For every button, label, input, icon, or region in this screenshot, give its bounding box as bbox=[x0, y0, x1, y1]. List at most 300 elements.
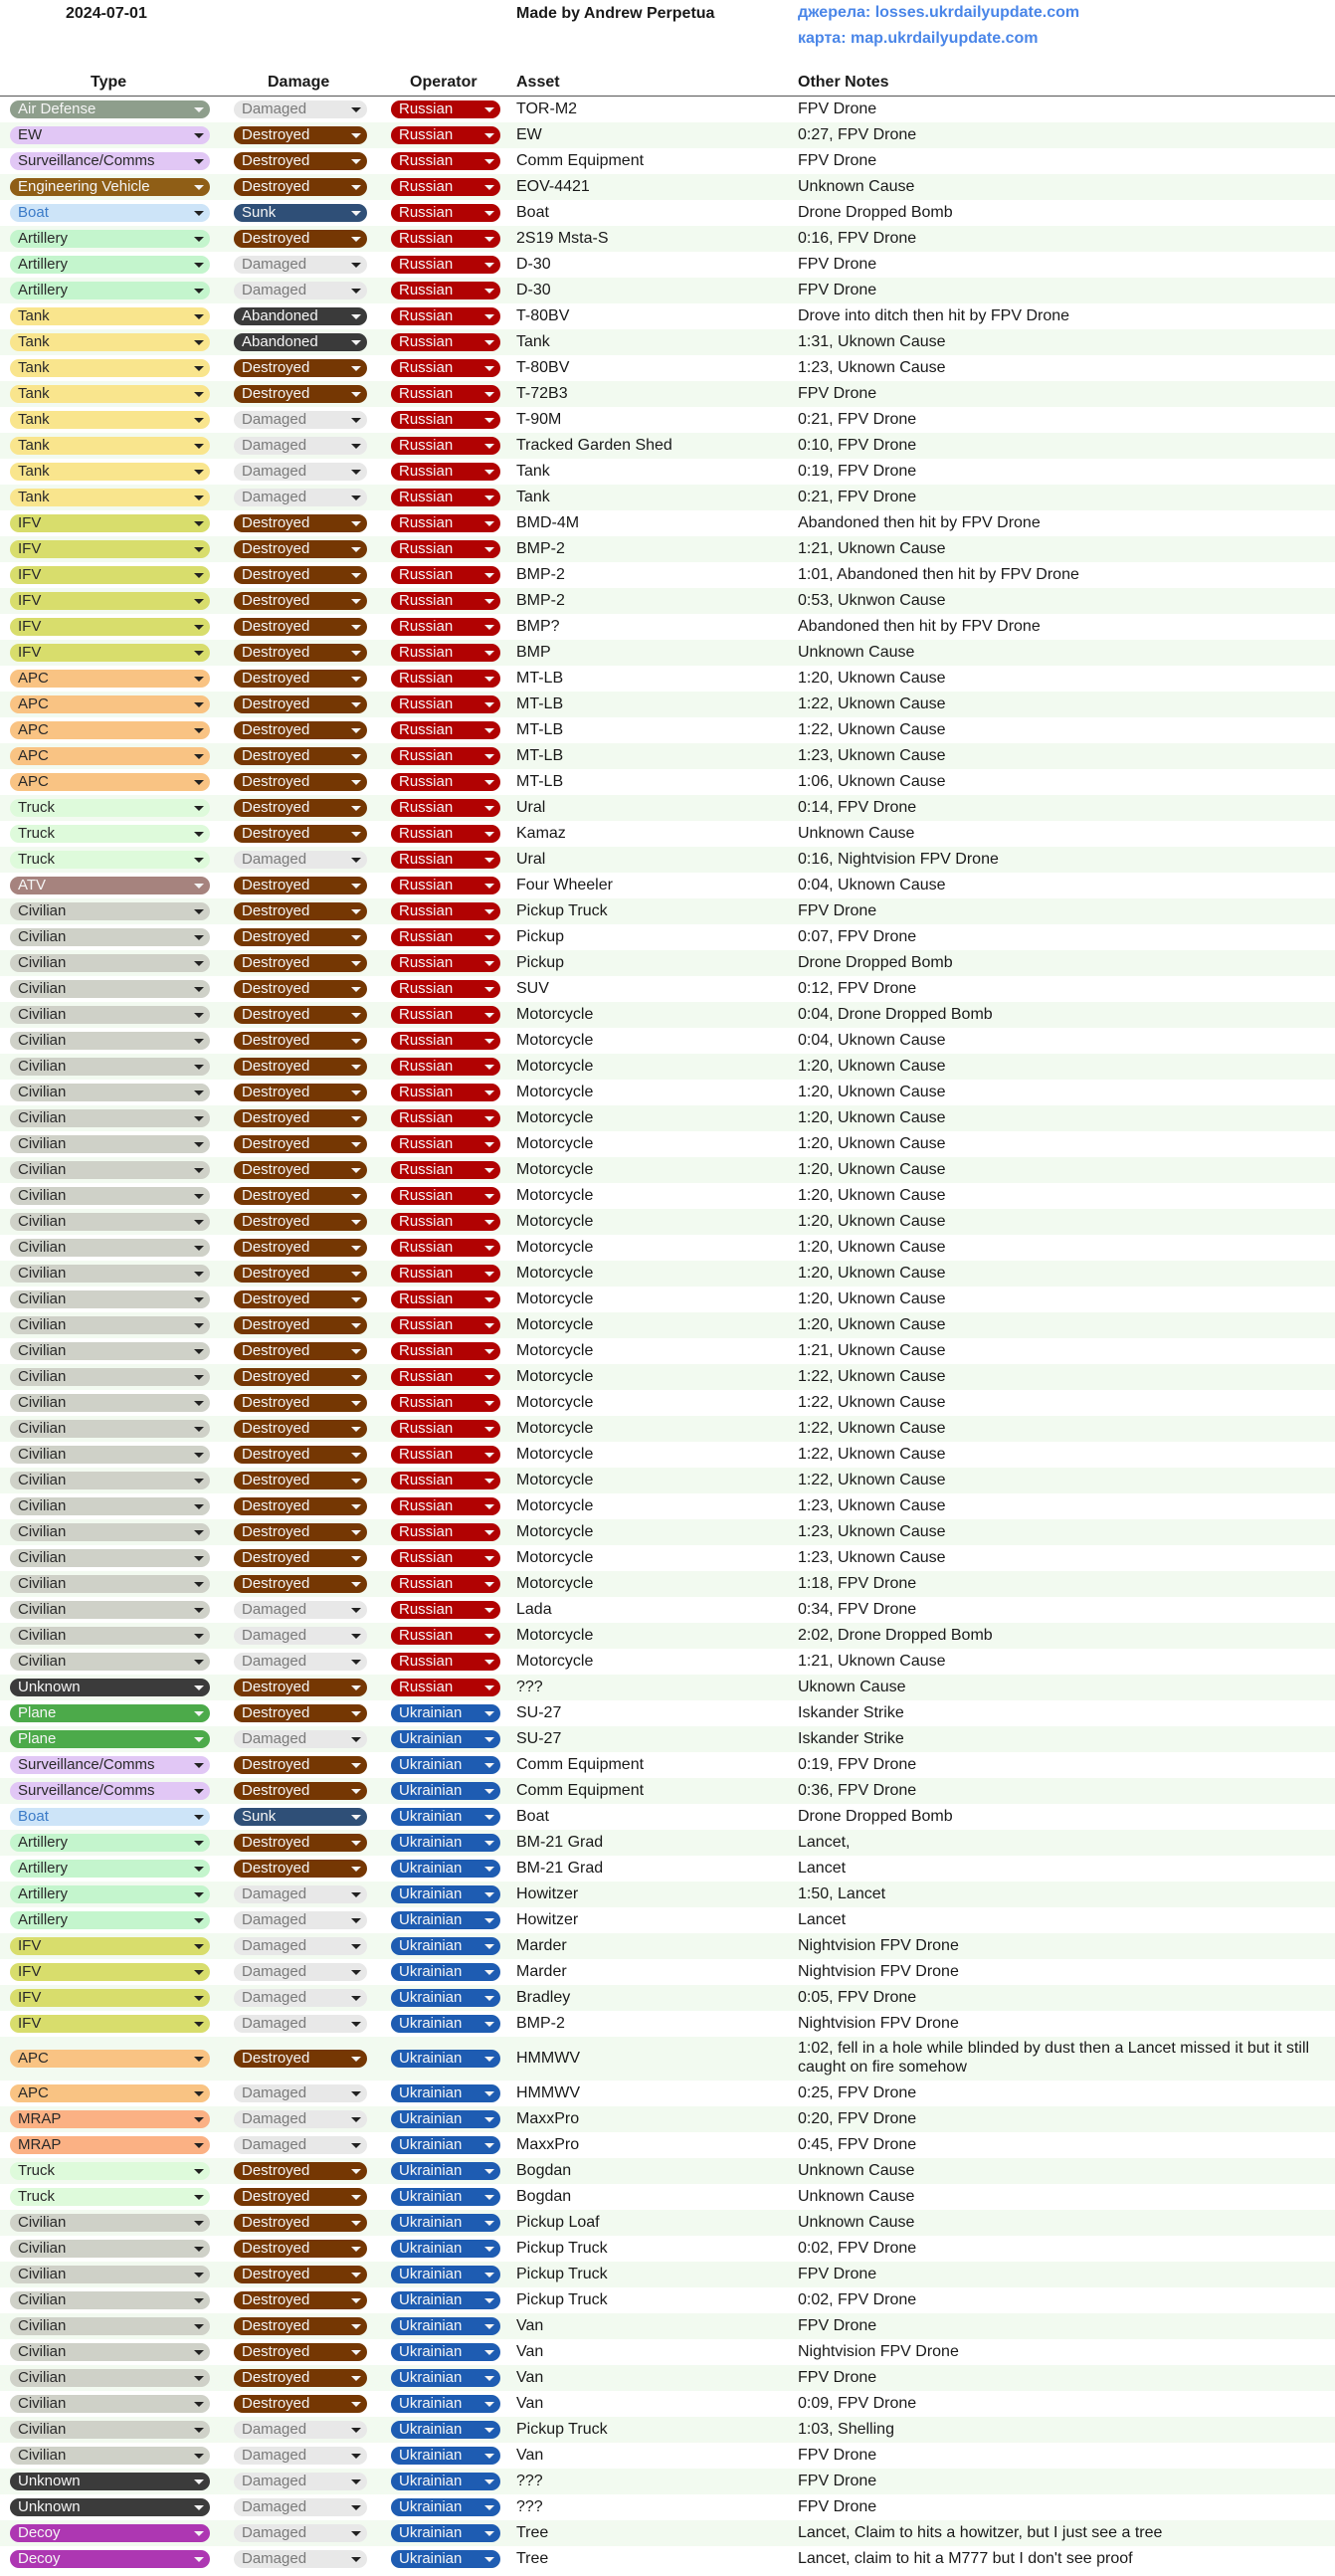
type-dropdown[interactable] bbox=[10, 1368, 210, 1386]
asset-cell[interactable]: Motorcycle bbox=[516, 1058, 594, 1075]
asset-cell[interactable]: Tank bbox=[516, 463, 550, 480]
asset-cell[interactable]: Motorcycle bbox=[516, 1239, 594, 1256]
notes-cell[interactable]: FPV Drone bbox=[798, 2266, 877, 2282]
notes-cell[interactable]: Unknown Cause bbox=[798, 825, 915, 842]
type-dropdown[interactable] bbox=[10, 1290, 210, 1308]
operator-dropdown[interactable] bbox=[391, 1627, 500, 1645]
notes-cell[interactable]: 1:20, Uknown Cause bbox=[798, 1058, 946, 1075]
notes-cell[interactable]: 0:16, FPV Drone bbox=[798, 230, 917, 247]
damage-dropdown[interactable] bbox=[234, 2084, 367, 2102]
type-dropdown[interactable] bbox=[10, 1265, 210, 1283]
damage-dropdown[interactable] bbox=[234, 721, 367, 739]
type-dropdown[interactable] bbox=[10, 1523, 210, 1541]
type-dropdown[interactable] bbox=[10, 1213, 210, 1231]
notes-cell[interactable]: 1:20, Uknown Cause bbox=[798, 1135, 946, 1152]
operator-dropdown[interactable] bbox=[391, 1420, 500, 1438]
type-dropdown[interactable] bbox=[10, 1109, 210, 1127]
notes-cell[interactable]: 0:19, FPV Drone bbox=[798, 463, 917, 480]
damage-dropdown[interactable] bbox=[234, 540, 367, 558]
type-dropdown[interactable] bbox=[10, 230, 210, 248]
operator-dropdown[interactable] bbox=[391, 1316, 500, 1334]
asset-cell[interactable]: Lada bbox=[516, 1601, 552, 1618]
damage-dropdown[interactable] bbox=[234, 1730, 367, 1748]
operator-dropdown[interactable] bbox=[391, 514, 500, 532]
damage-dropdown[interactable] bbox=[234, 566, 367, 584]
notes-cell[interactable]: 1:31, Uknown Cause bbox=[798, 333, 946, 350]
damage-dropdown[interactable] bbox=[234, 2015, 367, 2033]
notes-cell[interactable]: 0:04, Drone Dropped Bomb bbox=[798, 1006, 993, 1023]
damage-dropdown[interactable] bbox=[234, 1109, 367, 1127]
damage-dropdown[interactable] bbox=[234, 1394, 367, 1412]
damage-dropdown[interactable] bbox=[234, 2343, 367, 2361]
type-dropdown[interactable] bbox=[10, 540, 210, 558]
asset-cell[interactable]: TOR-M2 bbox=[516, 100, 578, 117]
notes-cell[interactable]: 0:09, FPV Drone bbox=[798, 2395, 917, 2412]
notes-cell[interactable]: Nightvision FPV Drone bbox=[798, 1937, 959, 1954]
operator-dropdown[interactable] bbox=[391, 2015, 500, 2033]
operator-dropdown[interactable] bbox=[391, 489, 500, 506]
map-link[interactable]: карта: map.ukrdailyupdate.com bbox=[798, 30, 1039, 47]
damage-dropdown[interactable] bbox=[234, 2395, 367, 2413]
operator-dropdown[interactable] bbox=[391, 2084, 500, 2102]
operator-dropdown[interactable] bbox=[391, 2395, 500, 2413]
operator-dropdown[interactable] bbox=[391, 1472, 500, 1489]
damage-dropdown[interactable] bbox=[234, 1316, 367, 1334]
operator-dropdown[interactable] bbox=[391, 2110, 500, 2128]
operator-dropdown[interactable] bbox=[391, 385, 500, 403]
asset-cell[interactable]: Comm Equipment bbox=[516, 152, 645, 169]
damage-dropdown[interactable] bbox=[234, 463, 367, 481]
notes-cell[interactable]: Lancet bbox=[798, 1911, 847, 1928]
type-dropdown[interactable] bbox=[10, 1834, 210, 1852]
damage-dropdown[interactable] bbox=[234, 385, 367, 403]
asset-cell[interactable]: MT-LB bbox=[516, 747, 564, 764]
notes-cell[interactable]: 1:21, Uknown Cause bbox=[798, 540, 946, 557]
operator-dropdown[interactable] bbox=[391, 1679, 500, 1696]
operator-dropdown[interactable] bbox=[391, 773, 500, 791]
asset-cell[interactable]: Motorcycle bbox=[516, 1109, 594, 1126]
operator-dropdown[interactable] bbox=[391, 618, 500, 636]
operator-dropdown[interactable] bbox=[391, 1911, 500, 1929]
notes-cell[interactable]: 1:20, Uknown Cause bbox=[798, 1161, 946, 1178]
type-dropdown[interactable] bbox=[10, 618, 210, 636]
operator-dropdown[interactable] bbox=[391, 1808, 500, 1826]
type-dropdown[interactable] bbox=[10, 2188, 210, 2206]
damage-dropdown[interactable] bbox=[234, 1575, 367, 1593]
type-dropdown[interactable] bbox=[10, 2162, 210, 2180]
asset-cell[interactable]: T-80BV bbox=[516, 359, 570, 376]
operator-dropdown[interactable] bbox=[391, 592, 500, 610]
notes-cell[interactable]: 1:23, Uknown Cause bbox=[798, 1497, 946, 1514]
damage-dropdown[interactable] bbox=[234, 851, 367, 869]
operator-dropdown[interactable] bbox=[391, 1239, 500, 1257]
damage-dropdown[interactable] bbox=[234, 256, 367, 274]
notes-cell[interactable]: Drone Dropped Bomb bbox=[798, 1808, 953, 1825]
type-dropdown[interactable] bbox=[10, 204, 210, 222]
asset-cell[interactable]: SU-27 bbox=[516, 1704, 562, 1721]
notes-cell[interactable]: 0:02, FPV Drone bbox=[798, 2240, 917, 2257]
notes-cell[interactable]: 1:50, Lancet bbox=[798, 1885, 886, 1902]
operator-dropdown[interactable] bbox=[391, 2550, 500, 2568]
operator-dropdown[interactable] bbox=[391, 126, 500, 144]
operator-dropdown[interactable] bbox=[391, 2050, 500, 2068]
asset-cell[interactable]: MT-LB bbox=[516, 695, 564, 712]
type-dropdown[interactable] bbox=[10, 411, 210, 429]
asset-cell[interactable]: Motorcycle bbox=[516, 1342, 594, 1359]
asset-cell[interactable]: Motorcycle bbox=[516, 1213, 594, 1230]
asset-cell[interactable]: Pickup Truck bbox=[516, 2266, 608, 2282]
damage-dropdown[interactable] bbox=[234, 1756, 367, 1774]
asset-cell[interactable]: Motorcycle bbox=[516, 1135, 594, 1152]
operator-dropdown[interactable] bbox=[391, 1523, 500, 1541]
type-dropdown[interactable] bbox=[10, 1316, 210, 1334]
notes-cell[interactable]: 1:21, Uknown Cause bbox=[798, 1342, 946, 1359]
asset-cell[interactable]: EW bbox=[516, 126, 542, 143]
operator-dropdown[interactable] bbox=[391, 747, 500, 765]
type-dropdown[interactable] bbox=[10, 1756, 210, 1774]
asset-cell[interactable]: Van bbox=[516, 2369, 544, 2386]
damage-dropdown[interactable] bbox=[234, 825, 367, 843]
type-dropdown[interactable] bbox=[10, 773, 210, 791]
damage-dropdown[interactable] bbox=[234, 902, 367, 920]
notes-cell[interactable]: Lancet, bbox=[798, 1834, 851, 1851]
type-dropdown[interactable] bbox=[10, 1575, 210, 1593]
notes-cell[interactable]: FPV Drone bbox=[798, 282, 877, 298]
damage-dropdown[interactable] bbox=[234, 2498, 367, 2516]
sources-link[interactable]: джерела: losses.ukrdailyupdate.com bbox=[798, 4, 1080, 21]
operator-dropdown[interactable] bbox=[391, 902, 500, 920]
asset-cell[interactable]: Bradley bbox=[516, 1989, 571, 2006]
type-dropdown[interactable] bbox=[10, 1627, 210, 1645]
notes-cell[interactable]: 1:06, Uknown Cause bbox=[798, 773, 946, 790]
notes-cell[interactable]: 1:20, Uknown Cause bbox=[798, 1239, 946, 1256]
asset-cell[interactable]: Motorcycle bbox=[516, 1653, 594, 1670]
operator-dropdown[interactable] bbox=[391, 1653, 500, 1671]
type-dropdown[interactable] bbox=[10, 307, 210, 325]
damage-dropdown[interactable] bbox=[234, 359, 367, 377]
operator-dropdown[interactable] bbox=[391, 1756, 500, 1774]
asset-cell[interactable]: Marder bbox=[516, 1963, 567, 1980]
notes-cell[interactable]: Lancet, claim to hit a M777 but I don't see proof bbox=[798, 2550, 1133, 2567]
notes-cell[interactable]: 0:36, FPV Drone bbox=[798, 1782, 917, 1799]
damage-dropdown[interactable] bbox=[234, 2447, 367, 2465]
asset-cell[interactable]: BMP-2 bbox=[516, 2015, 565, 2032]
asset-cell[interactable]: Motorcycle bbox=[516, 1497, 594, 1514]
type-dropdown[interactable] bbox=[10, 2291, 210, 2309]
asset-cell[interactable]: Motorcycle bbox=[516, 1420, 594, 1437]
operator-dropdown[interactable] bbox=[391, 1187, 500, 1205]
damage-dropdown[interactable] bbox=[234, 411, 367, 429]
damage-dropdown[interactable] bbox=[234, 1239, 367, 1257]
asset-cell[interactable]: Motorcycle bbox=[516, 1161, 594, 1178]
asset-cell[interactable]: T-80BV bbox=[516, 307, 570, 324]
notes-cell[interactable]: 0:04, Uknown Cause bbox=[798, 1032, 946, 1049]
type-dropdown[interactable] bbox=[10, 2498, 210, 2516]
type-dropdown[interactable] bbox=[10, 1704, 210, 1722]
operator-dropdown[interactable] bbox=[391, 2291, 500, 2309]
type-dropdown[interactable] bbox=[10, 385, 210, 403]
damage-dropdown[interactable] bbox=[234, 2473, 367, 2490]
type-dropdown[interactable] bbox=[10, 902, 210, 920]
type-dropdown[interactable] bbox=[10, 2015, 210, 2033]
notes-cell[interactable]: 0:02, FPV Drone bbox=[798, 2291, 917, 2308]
type-dropdown[interactable] bbox=[10, 954, 210, 972]
notes-cell[interactable]: 1:23, Uknown Cause bbox=[798, 359, 946, 376]
notes-cell[interactable]: 1:20, Uknown Cause bbox=[798, 1187, 946, 1204]
damage-dropdown[interactable] bbox=[234, 799, 367, 817]
notes-cell[interactable]: FPV Drone bbox=[798, 152, 877, 169]
notes-cell[interactable]: Drove into ditch then hit by FPV Drone bbox=[798, 307, 1070, 324]
operator-dropdown[interactable] bbox=[391, 2498, 500, 2516]
asset-cell[interactable]: BM-21 Grad bbox=[516, 1834, 604, 1851]
notes-cell[interactable]: 1:01, Abandoned then hit by FPV Drone bbox=[798, 566, 1079, 583]
damage-dropdown[interactable] bbox=[234, 2240, 367, 2258]
asset-cell[interactable]: Motorcycle bbox=[516, 1523, 594, 1540]
notes-cell[interactable]: Drone Dropped Bomb bbox=[798, 204, 953, 221]
damage-dropdown[interactable] bbox=[234, 1161, 367, 1179]
operator-dropdown[interactable] bbox=[391, 1963, 500, 1981]
operator-dropdown[interactable] bbox=[391, 307, 500, 325]
type-dropdown[interactable] bbox=[10, 1342, 210, 1360]
asset-cell[interactable]: EOV-4421 bbox=[516, 178, 590, 195]
notes-cell[interactable]: 1:20, Uknown Cause bbox=[798, 1109, 946, 1126]
asset-cell[interactable]: Howitzer bbox=[516, 1885, 579, 1902]
asset-cell[interactable]: BMP-2 bbox=[516, 540, 565, 557]
notes-cell[interactable]: 1:22, Uknown Cause bbox=[798, 1368, 946, 1385]
operator-dropdown[interactable] bbox=[391, 2421, 500, 2439]
asset-cell[interactable]: D-30 bbox=[516, 282, 551, 298]
operator-dropdown[interactable] bbox=[391, 152, 500, 170]
operator-dropdown[interactable] bbox=[391, 928, 500, 946]
notes-cell[interactable]: 1:22, Uknown Cause bbox=[798, 1446, 946, 1463]
operator-dropdown[interactable] bbox=[391, 1730, 500, 1748]
operator-dropdown[interactable] bbox=[391, 333, 500, 351]
operator-dropdown[interactable] bbox=[391, 1885, 500, 1903]
asset-cell[interactable]: Motorcycle bbox=[516, 1006, 594, 1023]
damage-dropdown[interactable] bbox=[234, 178, 367, 196]
type-dropdown[interactable] bbox=[10, 2214, 210, 2232]
operator-dropdown[interactable] bbox=[391, 799, 500, 817]
damage-dropdown[interactable] bbox=[234, 2188, 367, 2206]
operator-dropdown[interactable] bbox=[391, 1989, 500, 2007]
operator-dropdown[interactable] bbox=[391, 359, 500, 377]
damage-dropdown[interactable] bbox=[234, 1342, 367, 1360]
operator-dropdown[interactable] bbox=[391, 100, 500, 118]
operator-dropdown[interactable] bbox=[391, 2188, 500, 2206]
operator-dropdown[interactable] bbox=[391, 1006, 500, 1024]
asset-cell[interactable]: BMD-4M bbox=[516, 514, 580, 531]
damage-dropdown[interactable] bbox=[234, 1084, 367, 1101]
type-dropdown[interactable] bbox=[10, 799, 210, 817]
type-dropdown[interactable] bbox=[10, 1911, 210, 1929]
asset-cell[interactable]: Motorcycle bbox=[516, 1032, 594, 1049]
asset-cell[interactable]: Tracked Garden Shed bbox=[516, 437, 672, 454]
asset-cell[interactable]: Van bbox=[516, 2447, 544, 2464]
asset-cell[interactable]: MaxxPro bbox=[516, 2136, 580, 2153]
notes-cell[interactable]: 1:20, Uknown Cause bbox=[798, 1265, 946, 1282]
asset-cell[interactable]: BMP bbox=[516, 644, 551, 661]
asset-cell[interactable]: BMP? bbox=[516, 618, 560, 635]
asset-cell[interactable]: Pickup Truck bbox=[516, 2240, 608, 2257]
damage-dropdown[interactable] bbox=[234, 928, 367, 946]
notes-cell[interactable]: 1:23, Uknown Cause bbox=[798, 1523, 946, 1540]
type-dropdown[interactable] bbox=[10, 566, 210, 584]
type-dropdown[interactable] bbox=[10, 980, 210, 998]
asset-cell[interactable]: Pickup Loaf bbox=[516, 2214, 600, 2231]
notes-cell[interactable]: FPV Drone bbox=[798, 2369, 877, 2386]
type-dropdown[interactable] bbox=[10, 1135, 210, 1153]
type-dropdown[interactable] bbox=[10, 1549, 210, 1567]
notes-cell[interactable]: 1:20, Uknown Cause bbox=[798, 1213, 946, 1230]
operator-dropdown[interactable] bbox=[391, 1368, 500, 1386]
operator-dropdown[interactable] bbox=[391, 1497, 500, 1515]
notes-cell[interactable]: 0:16, Nightvision FPV Drone bbox=[798, 851, 999, 868]
damage-dropdown[interactable] bbox=[234, 2136, 367, 2154]
asset-cell[interactable]: 2S19 Msta-S bbox=[516, 230, 609, 247]
damage-dropdown[interactable] bbox=[234, 514, 367, 532]
type-dropdown[interactable] bbox=[10, 1653, 210, 1671]
asset-cell[interactable]: Bogdan bbox=[516, 2188, 572, 2205]
type-dropdown[interactable] bbox=[10, 1446, 210, 1464]
asset-cell[interactable]: Motorcycle bbox=[516, 1368, 594, 1385]
asset-cell[interactable]: Motorcycle bbox=[516, 1446, 594, 1463]
notes-cell[interactable]: 0:12, FPV Drone bbox=[798, 980, 917, 997]
damage-dropdown[interactable] bbox=[234, 204, 367, 222]
damage-dropdown[interactable] bbox=[234, 2524, 367, 2542]
operator-dropdown[interactable] bbox=[391, 2162, 500, 2180]
operator-dropdown[interactable] bbox=[391, 1937, 500, 1955]
type-dropdown[interactable] bbox=[10, 1885, 210, 1903]
notes-cell[interactable]: Unknown Cause bbox=[798, 2188, 915, 2205]
damage-dropdown[interactable] bbox=[234, 980, 367, 998]
type-dropdown[interactable] bbox=[10, 2110, 210, 2128]
asset-cell[interactable]: Motorcycle bbox=[516, 1549, 594, 1566]
operator-dropdown[interactable] bbox=[391, 644, 500, 662]
damage-dropdown[interactable] bbox=[234, 592, 367, 610]
operator-dropdown[interactable] bbox=[391, 1782, 500, 1800]
damage-dropdown[interactable] bbox=[234, 2214, 367, 2232]
notes-cell[interactable]: Iskander Strike bbox=[798, 1730, 904, 1747]
asset-cell[interactable]: Van bbox=[516, 2317, 544, 2334]
notes-cell[interactable]: Nightvision FPV Drone bbox=[798, 1963, 959, 1980]
asset-cell[interactable]: BM-21 Grad bbox=[516, 1860, 604, 1877]
damage-dropdown[interactable] bbox=[234, 1549, 367, 1567]
type-dropdown[interactable] bbox=[10, 152, 210, 170]
operator-dropdown[interactable] bbox=[391, 1860, 500, 1878]
operator-dropdown[interactable] bbox=[391, 230, 500, 248]
damage-dropdown[interactable] bbox=[234, 2162, 367, 2180]
notes-cell[interactable]: 0:10, FPV Drone bbox=[798, 437, 917, 454]
damage-dropdown[interactable] bbox=[234, 1704, 367, 1722]
type-dropdown[interactable] bbox=[10, 1006, 210, 1024]
notes-cell[interactable]: FPV Drone bbox=[798, 2498, 877, 2515]
damage-dropdown[interactable] bbox=[234, 1808, 367, 1826]
damage-dropdown[interactable] bbox=[234, 1523, 367, 1541]
operator-dropdown[interactable] bbox=[391, 463, 500, 481]
damage-dropdown[interactable] bbox=[234, 2550, 367, 2568]
notes-cell[interactable]: FPV Drone bbox=[798, 100, 877, 117]
damage-dropdown[interactable] bbox=[234, 1782, 367, 1800]
asset-cell[interactable]: Bogdan bbox=[516, 2162, 572, 2179]
type-dropdown[interactable] bbox=[10, 2084, 210, 2102]
type-dropdown[interactable] bbox=[10, 1679, 210, 1696]
type-dropdown[interactable] bbox=[10, 2343, 210, 2361]
operator-dropdown[interactable] bbox=[391, 1161, 500, 1179]
operator-dropdown[interactable] bbox=[391, 204, 500, 222]
damage-dropdown[interactable] bbox=[234, 1885, 367, 1903]
asset-cell[interactable]: Kamaz bbox=[516, 825, 566, 842]
asset-cell[interactable]: BMP-2 bbox=[516, 592, 565, 609]
type-dropdown[interactable] bbox=[10, 1420, 210, 1438]
asset-cell[interactable]: Pickup Truck bbox=[516, 902, 608, 919]
operator-dropdown[interactable] bbox=[391, 2524, 500, 2542]
asset-cell[interactable]: Motorcycle bbox=[516, 1394, 594, 1411]
damage-dropdown[interactable] bbox=[234, 230, 367, 248]
asset-cell[interactable]: Boat bbox=[516, 1808, 549, 1825]
operator-dropdown[interactable] bbox=[391, 721, 500, 739]
damage-dropdown[interactable] bbox=[234, 1860, 367, 1878]
operator-dropdown[interactable] bbox=[391, 1446, 500, 1464]
notes-cell[interactable]: 1:20, Uknown Cause bbox=[798, 670, 946, 687]
damage-dropdown[interactable] bbox=[234, 489, 367, 506]
operator-dropdown[interactable] bbox=[391, 566, 500, 584]
asset-cell[interactable]: Tree bbox=[516, 2550, 549, 2567]
damage-dropdown[interactable] bbox=[234, 644, 367, 662]
type-dropdown[interactable] bbox=[10, 463, 210, 481]
operator-dropdown[interactable] bbox=[391, 1394, 500, 1412]
notes-cell[interactable]: 0:45, FPV Drone bbox=[798, 2136, 917, 2153]
type-dropdown[interactable] bbox=[10, 1808, 210, 1826]
notes-cell[interactable]: 0:21, FPV Drone bbox=[798, 411, 917, 428]
type-dropdown[interactable] bbox=[10, 851, 210, 869]
operator-dropdown[interactable] bbox=[391, 411, 500, 429]
type-dropdown[interactable] bbox=[10, 644, 210, 662]
asset-cell[interactable]: SU-27 bbox=[516, 1730, 562, 1747]
asset-cell[interactable]: Howitzer bbox=[516, 1911, 579, 1928]
damage-dropdown[interactable] bbox=[234, 152, 367, 170]
type-dropdown[interactable] bbox=[10, 2421, 210, 2439]
notes-cell[interactable]: 0:25, FPV Drone bbox=[798, 2084, 917, 2101]
notes-cell[interactable]: Unknown Cause bbox=[798, 178, 915, 195]
operator-dropdown[interactable] bbox=[391, 1135, 500, 1153]
damage-dropdown[interactable] bbox=[234, 1006, 367, 1024]
damage-dropdown[interactable] bbox=[234, 1834, 367, 1852]
notes-cell[interactable]: 0:14, FPV Drone bbox=[798, 799, 917, 816]
damage-dropdown[interactable] bbox=[234, 437, 367, 455]
operator-dropdown[interactable] bbox=[391, 825, 500, 843]
operator-dropdown[interactable] bbox=[391, 1575, 500, 1593]
operator-dropdown[interactable] bbox=[391, 670, 500, 688]
notes-cell[interactable]: 0:07, FPV Drone bbox=[798, 928, 917, 945]
operator-dropdown[interactable] bbox=[391, 2214, 500, 2232]
type-dropdown[interactable] bbox=[10, 1161, 210, 1179]
asset-cell[interactable]: Motorcycle bbox=[516, 1187, 594, 1204]
type-dropdown[interactable] bbox=[10, 2136, 210, 2154]
notes-cell[interactable]: Drone Dropped Bomb bbox=[798, 954, 953, 971]
damage-dropdown[interactable] bbox=[234, 773, 367, 791]
damage-dropdown[interactable] bbox=[234, 1497, 367, 1515]
type-dropdown[interactable] bbox=[10, 178, 210, 196]
operator-dropdown[interactable] bbox=[391, 877, 500, 894]
operator-dropdown[interactable] bbox=[391, 2266, 500, 2283]
type-dropdown[interactable] bbox=[10, 1084, 210, 1101]
type-dropdown[interactable] bbox=[10, 1394, 210, 1412]
type-dropdown[interactable] bbox=[10, 2473, 210, 2490]
damage-dropdown[interactable] bbox=[234, 2110, 367, 2128]
asset-cell[interactable]: ??? bbox=[516, 2473, 543, 2489]
notes-cell[interactable]: Lancet bbox=[798, 1860, 847, 1877]
asset-cell[interactable]: Motorcycle bbox=[516, 1575, 594, 1592]
